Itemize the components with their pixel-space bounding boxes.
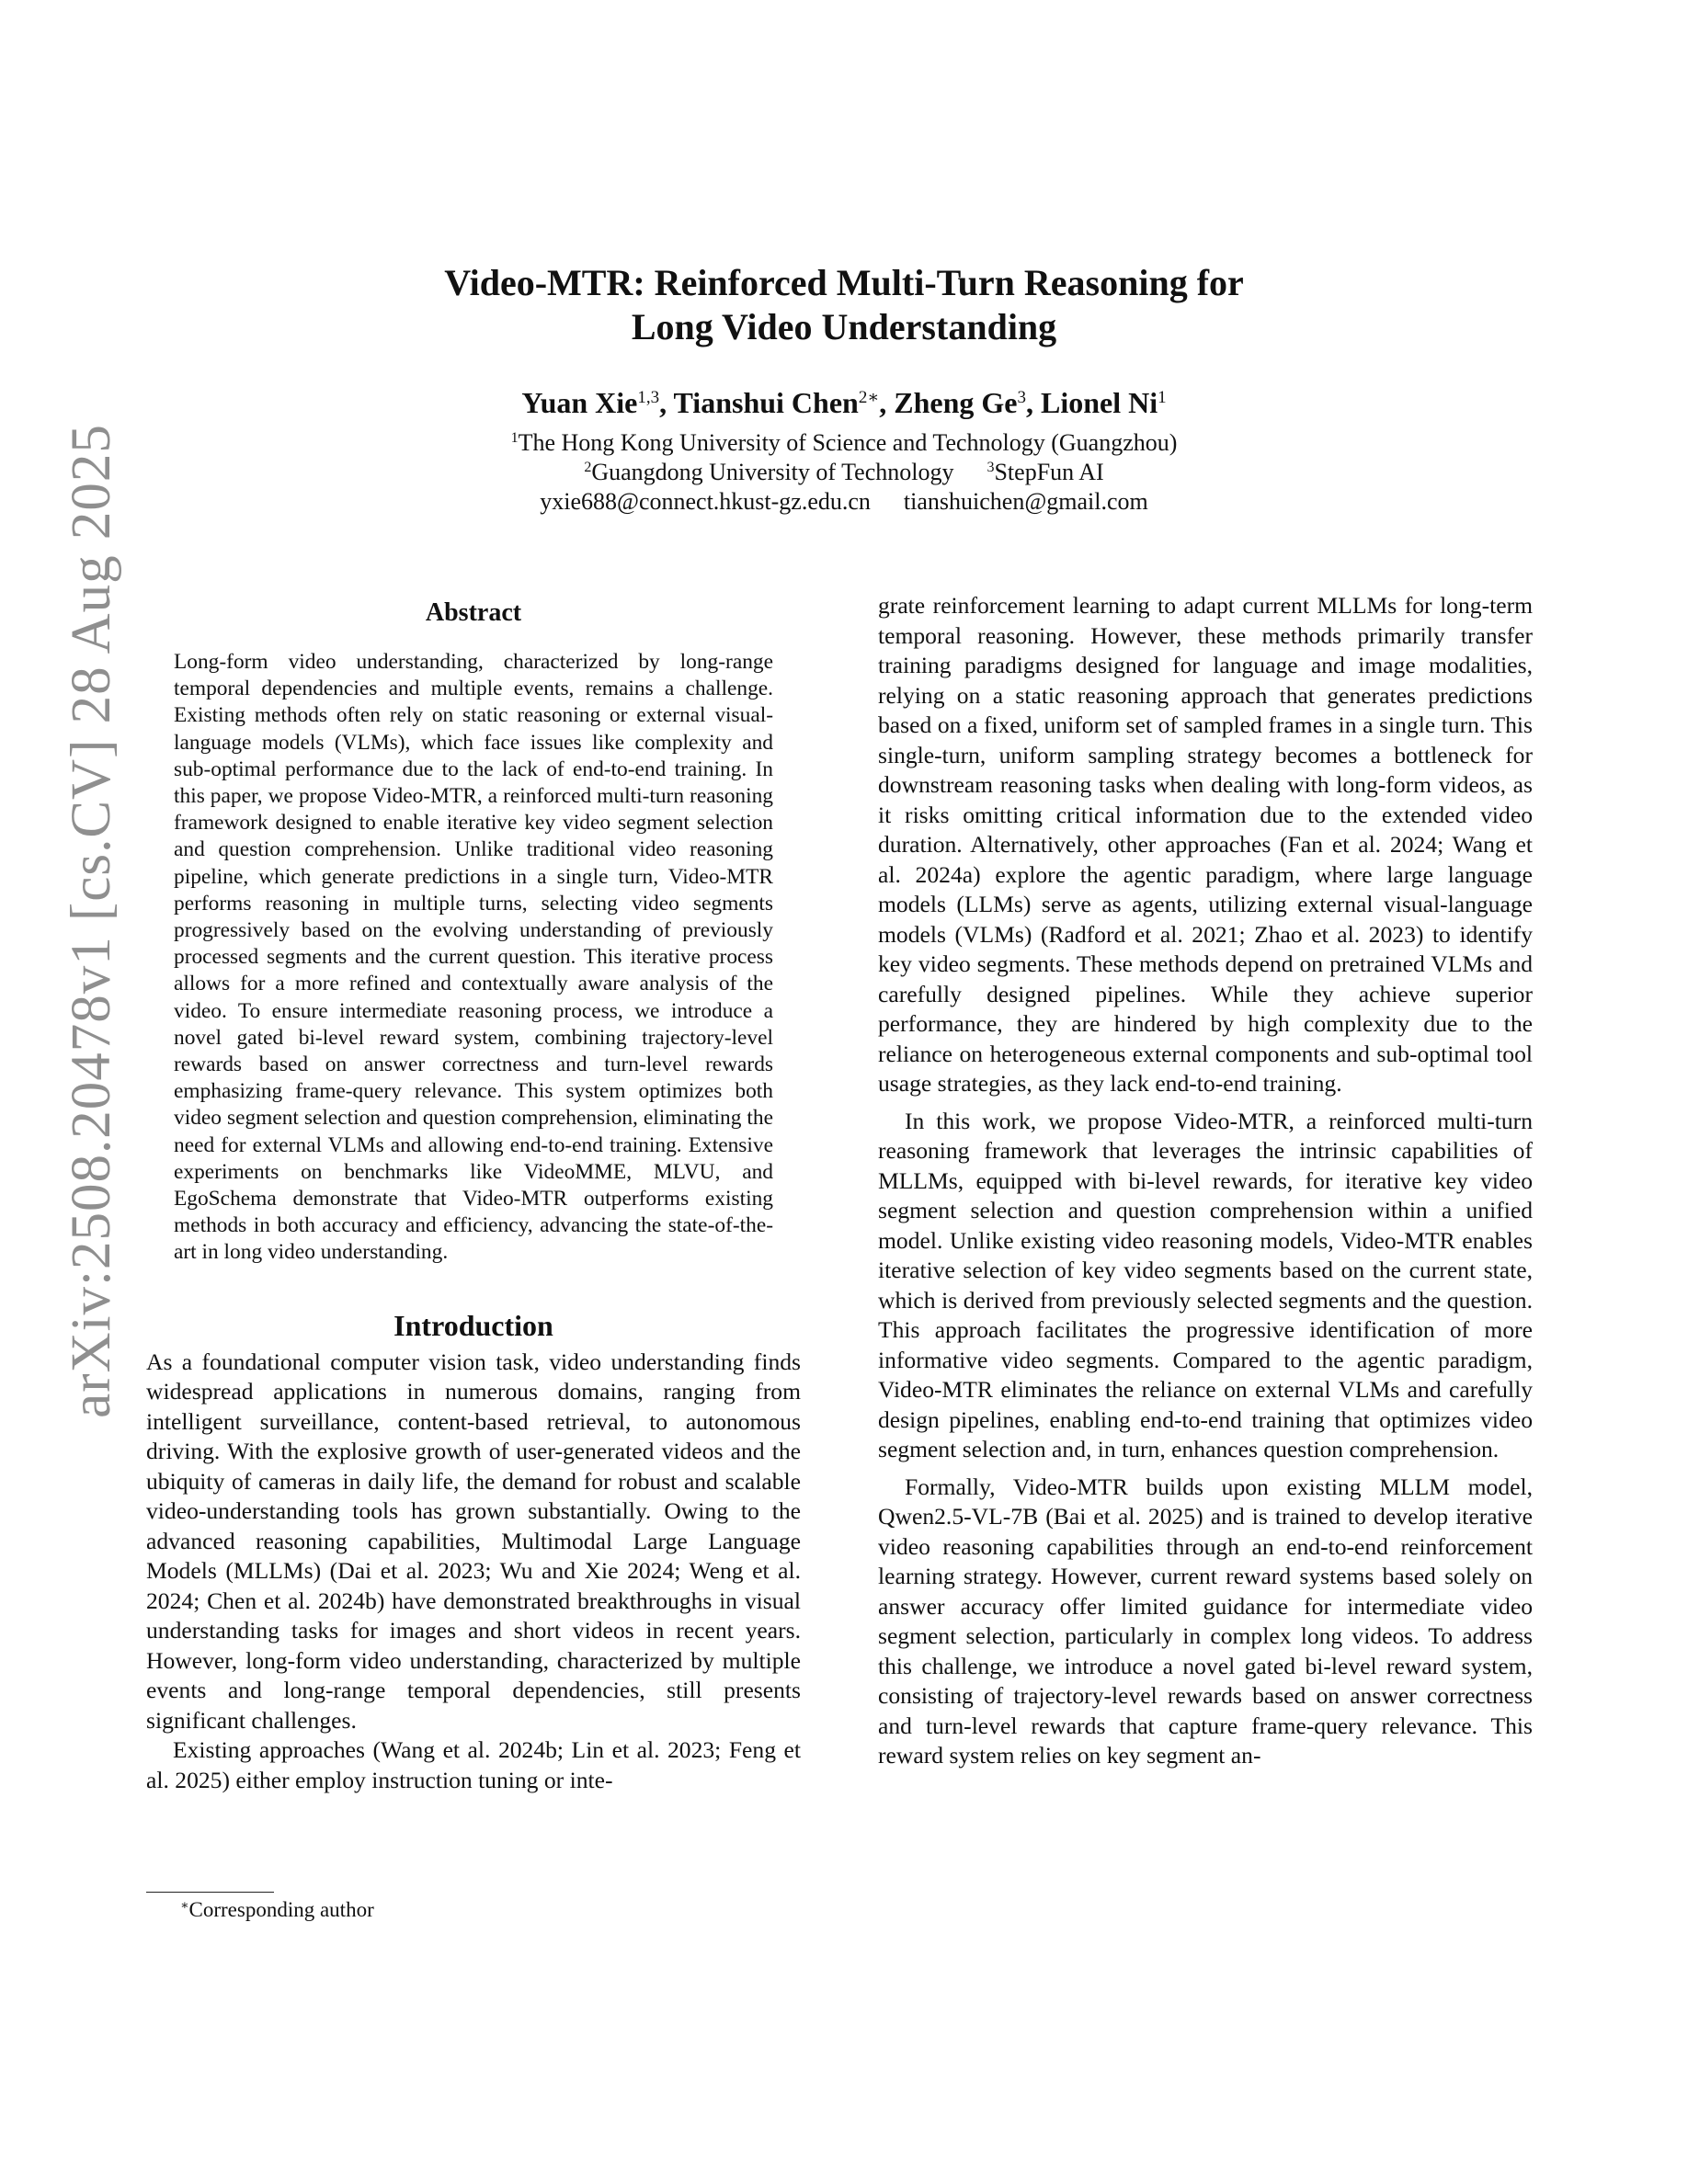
author-affiliation-mark: 1 (1158, 388, 1167, 407)
intro-paragraph-2-start: Existing approaches (Wang et al. 2024b; Lin et al. 2023; Feng et al. 2025) either employ instruction tuning or inte- (146, 1736, 801, 1793)
author-affiliation-mark: 1,3 (637, 388, 660, 407)
title-line-1: Video-MTR: Reinforced Multi-Turn Reasoning for (444, 262, 1244, 303)
arxiv-identifier-stamp: arXiv:2508.20478v1 [cs.CV] 28 Aug 2025 (61, 424, 122, 1418)
paper-title (0, 261, 1688, 349)
footnote-divider (146, 1892, 274, 1893)
introduction-heading: Introduction (393, 1308, 553, 1342)
intro-paragraph-2-continued: grate reinforcement learning to adapt current MLLMs for long-term temporal reasoning. However, these methods primarily transfer training paradigms designed for language and image modalities, relying on a static reasoning approach that generates predictions based on a fixed, uniform set of sampled frames in a single turn. This single-turn, uniform sampling strategy becomes a bottleneck for downstream reasoning tasks when dealing with long-form videos, as it risks omitting critical information due to the extended video duration. Alternatively, other approaches (Fan et al. 2024; Wang et al. 2024a) explore the agentic paradigm, where large language models (LLMs) serve as agents, utilizing external visual-language models (VLMs) (Radford et al. 2021; Zhao et al. 2023) to identify key video segments. These methods depend on pretrained VLMs and carefully designed pipelines. While they achieve superior performance, they are hindered by high complexity due to the reliance on heterogeneous external components and sub-optimal tool usage strategies, as they lack end-to-end training. (878, 592, 1533, 1097)
affiliation-name: StepFun AI (994, 459, 1104, 485)
abstract-heading: Abstract (425, 598, 522, 627)
right-column (878, 591, 1533, 1771)
affiliation-name: The Hong Kong University of Science and Technology (Guangzhou) (518, 429, 1178, 456)
footnote-mark: ∗ (180, 1899, 189, 1913)
author-affiliation-mark: 2∗ (858, 388, 880, 407)
author-list: Yuan Xie$^{1,3}$, Tianshui Chen$^{2∗}$, Zheng Ge$^3$, Lionel Ni$^1$ (521, 386, 1167, 419)
abstract-text: Long-form video understanding, characterized by long-range temporal dependencies and multiple events, remains a challenge. Existing methods often rely on static reasoning or external visual-language models (VLMs), which face issues like complexity and sub-optimal performance due to the lack of end-to-end training. In this paper, we propose Video-MTR, a reinforced multi-turn reasoning framework designed to enable iterative key video segment selection and question comprehension. Unlike traditional video reasoning pipeline, which generate predictions in a single turn, Video-MTR performs reasoning in multiple turns, selecting video segments progressively based on the evolving understanding of previously processed segments and the current question. This iterative process allows for a more refined and contextually aware analysis of the video. To ensure intermediate reasoning process, we introduce a novel gated bi-level reward system, combining trajectory-level rewards based on answer correctness and turn-level rewards emphasizing frame-query relevance. This system optimizes both video segment selection and question comprehension, eliminating the need for external VLMs and allowing end-to-end training. Extensive experiments on benchmarks like VideoMME, MLVU, and EgoSchema demonstrate that Video-MTR outperforms existing methods in both accuracy and efficiency, advancing the state-of-the-art in long video understanding. (174, 650, 773, 1265)
affiliation-line-1: $^1$The Hong Kong University of Science and Technology (Guangzhou) (510, 429, 1178, 456)
footnote (180, 1897, 374, 1923)
affiliation-line-2: $^2$Guangdong University of Technology $^3$StepFun AI (584, 459, 1104, 485)
title-line-2: Long Video Understanding (631, 306, 1057, 347)
intro-paragraph-3: In this work, we propose Video-MTR, a reinforced multi-turn reasoning framework that leverages the intrinsic capabilities of MLLMs, equipped with bi-level rewards, for iterative key video segment selection and question comprehension within a unified model. Unlike existing video reasoning models, Video-MTR enables iterative selection of key video segments based on the current state, which is derived from previously selected segments and the question. This approach facilitates the progressive identification of more informative video segments. Compared to the agentic paradigm, Video-MTR eliminates the reliance on external VLMs and carefully design pipelines, enabling end-to-end training that optimizes video segment selection and, in turn, enhances question comprehension. (878, 1107, 1533, 1462)
intro-paragraph-1: As a foundational computer vision task, video understanding finds widespread applications in numerous domains, ranging from intelligent surveillance, content-based retrieval, to autonomous driving. With the explosive growth of user-generated videos and the ubiquity of cameras in daily life, the demand for robust and scalable video-understanding tools has grown substantially. Owing to the advanced reasoning capabilities, Multimodal Large Language Models (MLLMs) (Dai et al. 2023; Wu and Xie 2024; Weng et al. 2024; Chen et al. 2024b) have demonstrated breakthroughs in visual understanding tasks for images and short videos in recent years. However, long-form video understanding, characterized by multiple events and long-range temporal dependencies, still presents significant challenges. (146, 1348, 801, 1734)
affiliation-name: Guangdong University of Technology (591, 459, 954, 485)
author-name: Tianshui Chen (673, 386, 859, 419)
author-name: Lionel Ni (1040, 386, 1158, 419)
author-affiliation-mark: 3 (1017, 388, 1026, 407)
author-name: Yuan Xie (521, 386, 638, 419)
author-name: Zheng Ge (894, 386, 1018, 419)
author-email[interactable]: tianshuichen@gmail.com (903, 488, 1148, 515)
email-line (0, 487, 1688, 517)
left-column (146, 597, 801, 1795)
author-email[interactable]: yxie688@connect.hkust-gz.edu.cn (540, 488, 871, 515)
intro-paragraph-4: Formally, Video-MTR builds upon existing MLLM model, Qwen2.5-VL-7B (Bai et al. 2025) and is trained to develop iterative video reasoning capabilities through an end-to-end reinforcement learning strategy. However, current reward systems based solely on answer accuracy offer limited guidance for intermediate video segment selection, particularly in complex long videos. To address this challenge, we introduce a novel gated bi-level reward system, consisting of trajectory-level rewards based on answer correctness and turn-level rewards that capture frame-query relevance. This reward system relies on key segment an- (878, 1473, 1533, 1769)
footnote-text: Corresponding author (188, 1898, 374, 1921)
